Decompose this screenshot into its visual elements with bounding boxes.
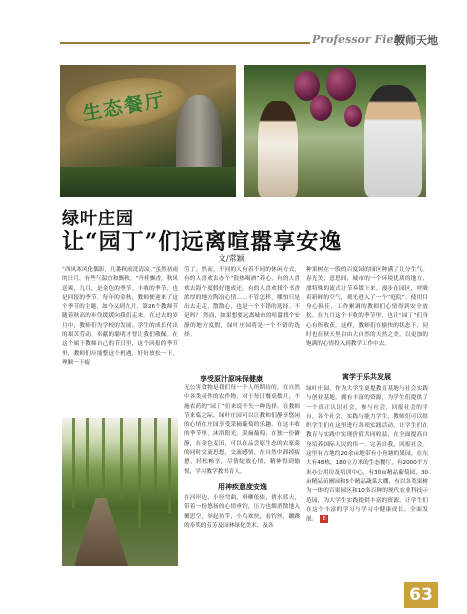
body-column-1: “西风寒风化偶影，几番秋雨洗清凉。”虽然初雨的日月，有些气温宜和飘秋，“丹桂飘香，秋风送爽，九月，是金色的季节。丰收的季节，也是回报的季节。每年的金秋，教师便迎来了这个季节的主题，如今又到九月，第26个教师节随着秋高的步伐缓缓向我们走来。在过去的岁月中，教师们为学校的发展、学生的成长付出的艰苦劳动，奉献的聪明才智让我们敬佩。在这个属于教师自己的节日里，这个回报的季节里，教师们应能整这个机遇，好好放松一下，理顺一下疲 bbox=[62, 267, 178, 366]
willow-bridge-photo bbox=[62, 418, 178, 566]
willow-strand bbox=[72, 418, 75, 508]
article-kicker: 绿叶庄园 bbox=[62, 209, 134, 229]
foliage bbox=[60, 167, 236, 197]
willow-strand bbox=[154, 418, 157, 493]
section-title-cn: 教师天地 bbox=[394, 34, 438, 47]
subheading-health: 享受原汁原味保健康 bbox=[200, 375, 263, 383]
page-number: 63 bbox=[409, 585, 433, 605]
body-column-3: 种果树在一股的百度园的园区种满了几分生气。春光美，意思间，城市的一个环境优质的地方，漂特殊的流式让节奏缓下来。漫步在园区，呼吸着新鲜的空气，观光进入了一个“庭院”。使用目身心俱佳，工作累调的教师们心情得到安全放松。在九月这个丰收的季节里，也让“园丁”们身心有所收获。这样，教师们在愉快的状态下，同时也在秋天里自由大自然的天然之美，以更加的饱满的心情投入到教学工作中去。 bbox=[306, 267, 428, 348]
body-development-text: 绿叶庄园，作为大学生更提教育基地与社会实践与创业基地，拥有丰富的资源，为学生们提供了一个真正认识社会，参与社会，回报社会的平台，各个社会，实践与能力学生，教师们可以组织学生们在这里进行各项实践活动，让学生们在教育与实践中实现价值共同收益，在全面提高自身培养国际人民的伟一，完善自我，回报社会。这里有占地约20余亩地带有小鱼塘的果园，在东大有48栋，180立方米的生态餐厅，有2000平方米办公用房及培训中心，有30亩精品葡萄园，30亩精品苗圃园和5个精品蔬菜大棚，有以各类果树为一体的百果园区和10多百种的现代农业科技示范园，为大学生实践提供丰富的资源，让学生们在这个丰富的学习与学习中健康成长，全面发展。 bbox=[306, 386, 428, 523]
body-development bbox=[306, 385, 428, 563]
willow-strand bbox=[120, 418, 123, 498]
article-byline: 文/常颖 bbox=[218, 254, 245, 263]
wooden-bridge bbox=[74, 498, 128, 566]
end-mark: E bbox=[320, 515, 328, 523]
willow-strand bbox=[138, 418, 141, 528]
willow-strand bbox=[168, 418, 171, 513]
restaurant-sign-photo bbox=[60, 65, 236, 197]
page-header bbox=[0, 0, 467, 58]
willow-strand bbox=[86, 418, 89, 488]
article-title: 让“园丁”们远离喧嚣享安逸 bbox=[62, 229, 343, 255]
grape-cluster bbox=[326, 67, 356, 101]
section-title-en: Professor Field bbox=[312, 33, 406, 46]
man-figure bbox=[364, 85, 422, 197]
subheading-development: 寓学于乐共发展 bbox=[342, 373, 391, 381]
header-rule bbox=[60, 42, 310, 44]
woman-figure bbox=[258, 101, 298, 197]
sign-text: 生态餐厅 bbox=[80, 88, 168, 126]
subheading-leisure: 用神疾意度安逸 bbox=[218, 483, 267, 491]
body-health: 无公害食物是我们每一个人所期待的。在自然中各类灵性的农作物，对于每日餐桌数月，不施农药的“园丁”们来说不失一种选择。在教师节来临之际，绿叶庄园可以让教师们静享悠闲的心情在庄园享受采摘葡萄的乐趣、在这丰收的季节里，沐浴阳光，采摘葡萄，在独一份僻静，在金色麦田，可以在品尝原生态的农家菜的同时交流思想，交流感情。在自然中卸掉疲惫，轻松畅享，尽情绽放心情，精神得到愉悦，学习教学教书育人。 bbox=[184, 385, 300, 475]
grape-cluster bbox=[344, 105, 362, 127]
body-column-2: 劳了。然而，不同的人有着不同的休闲方式，有的人喜欢去办个“很热喝酒”养心，有的人喜欢去海个度假好地成还，有的人喜欢找个书香浓厚的地方陶冶心情……不管怎样，哪怕只是出去走走，散散心，也是一个不错的选择。不是吗？ 然而，如果想要远离城市的喧嚣找个安静的地方度假，绿叶庄园将是一个不错的选择。 bbox=[184, 267, 300, 339]
grape-picking-photo bbox=[244, 65, 426, 197]
body-leisure: 在河岸边，小径弯曲，垂柳依依，碧水蓝天，带着一份悠扬的心情垂钓，压力也烟消散地入馨思空，举起鱼竿，小鸟欢快，看钓丝，蹦跳的奉奖的芬芳及园林绿化美术。及各 bbox=[184, 495, 300, 529]
grape-cluster bbox=[310, 95, 332, 121]
